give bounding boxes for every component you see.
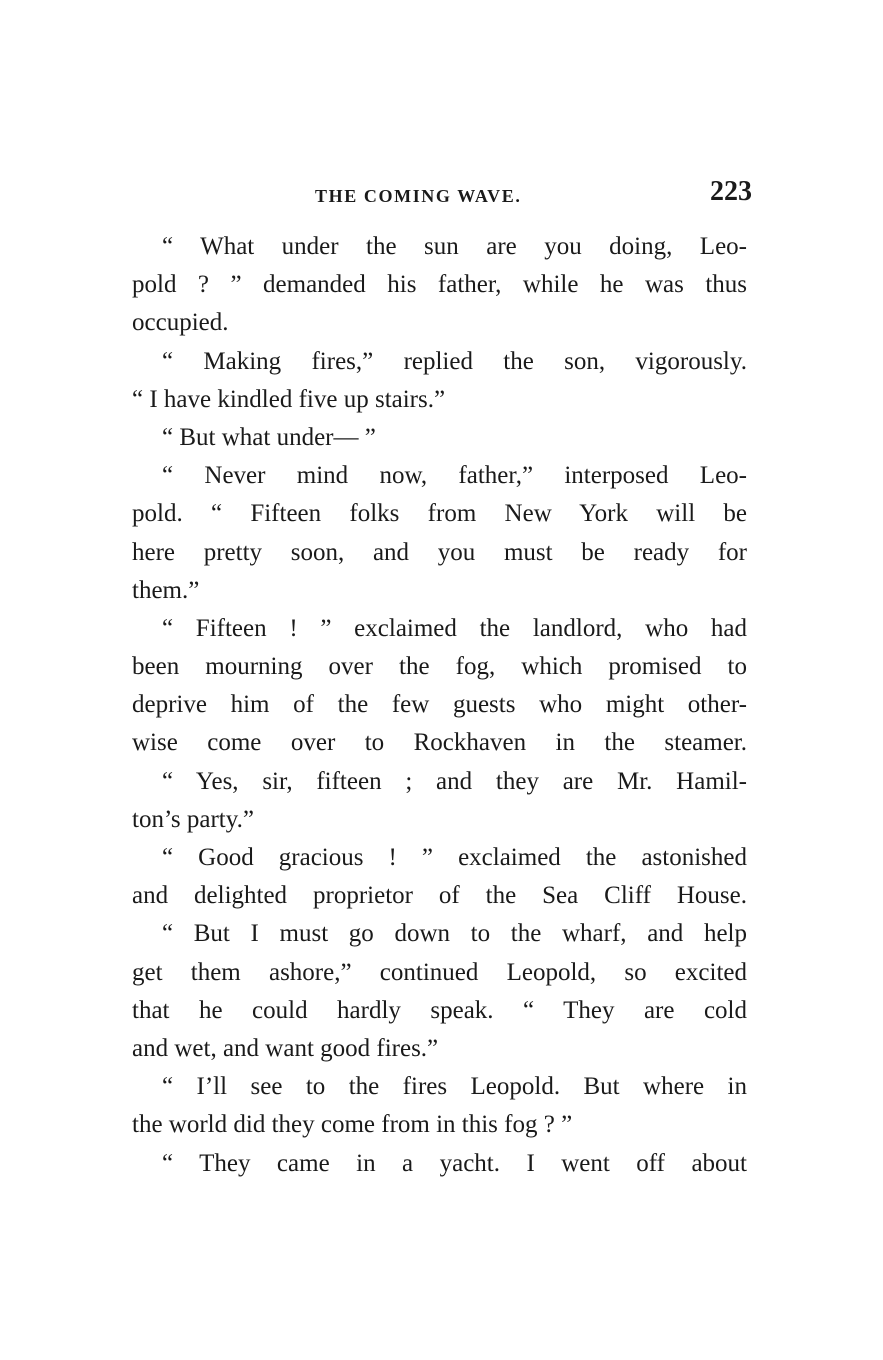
text-line: “ But what under— ”: [162, 423, 376, 451]
text-line: “ Fifteen ! ” exclaimed the landlord, who had: [162, 614, 747, 642]
text-line: pold ? ” demanded his father, while he was thus: [132, 271, 747, 299]
text-line: “ But I must go down to the wharf, and help: [162, 920, 747, 948]
running-title: THE COMING WAVE.: [315, 186, 522, 206]
text-line: “ I’ll see to the fires Leopold. But where in: [162, 1073, 747, 1101]
text-line: and delighted proprietor of the Sea Cliff House.: [132, 882, 747, 910]
page-number: 223: [710, 176, 752, 207]
running-head: [132, 176, 752, 216]
text-line: “ Never mind now, father,” interposed Leo-: [162, 462, 747, 490]
text-line: here pretty soon, and you must be ready for: [132, 538, 747, 566]
text-line: and wet, and want good fires.”: [132, 1034, 439, 1062]
text-line: “ Making fires,” replied the son, vigorously.: [162, 347, 747, 375]
text-line: pold. “ Fifteen folks from New York will be: [132, 500, 747, 528]
body-text: [132, 228, 747, 1183]
text-line: been mourning over the fog, which promised to: [132, 653, 747, 681]
text-line: “ They came in a yacht. I went off about: [162, 1149, 747, 1177]
text-line: them.”: [132, 576, 200, 604]
text-line: get them ashore,” continued Leopold, so excited: [132, 958, 747, 986]
text-line: “ Good gracious ! ” exclaimed the astonished: [162, 844, 747, 871]
text-line: “ I have kindled five up stairs.”: [132, 385, 446, 413]
text-line: “ Yes, sir, fifteen ; and they are Mr. Hamil-: [162, 767, 747, 795]
text-line: occupied.: [132, 309, 229, 337]
text-line: wise come over to Rockhaven in the steamer.: [132, 729, 747, 757]
text-line: “ What under the sun are you doing, Leo-: [162, 233, 747, 260]
text-line: ton’s party.”: [132, 805, 254, 833]
text-line: deprive him of the few guests who might other-: [132, 691, 747, 719]
text-line: the world did they come from in this fog ? ”: [132, 1111, 573, 1139]
text-line: that he could hardly speak. “ They are cold: [132, 996, 747, 1024]
